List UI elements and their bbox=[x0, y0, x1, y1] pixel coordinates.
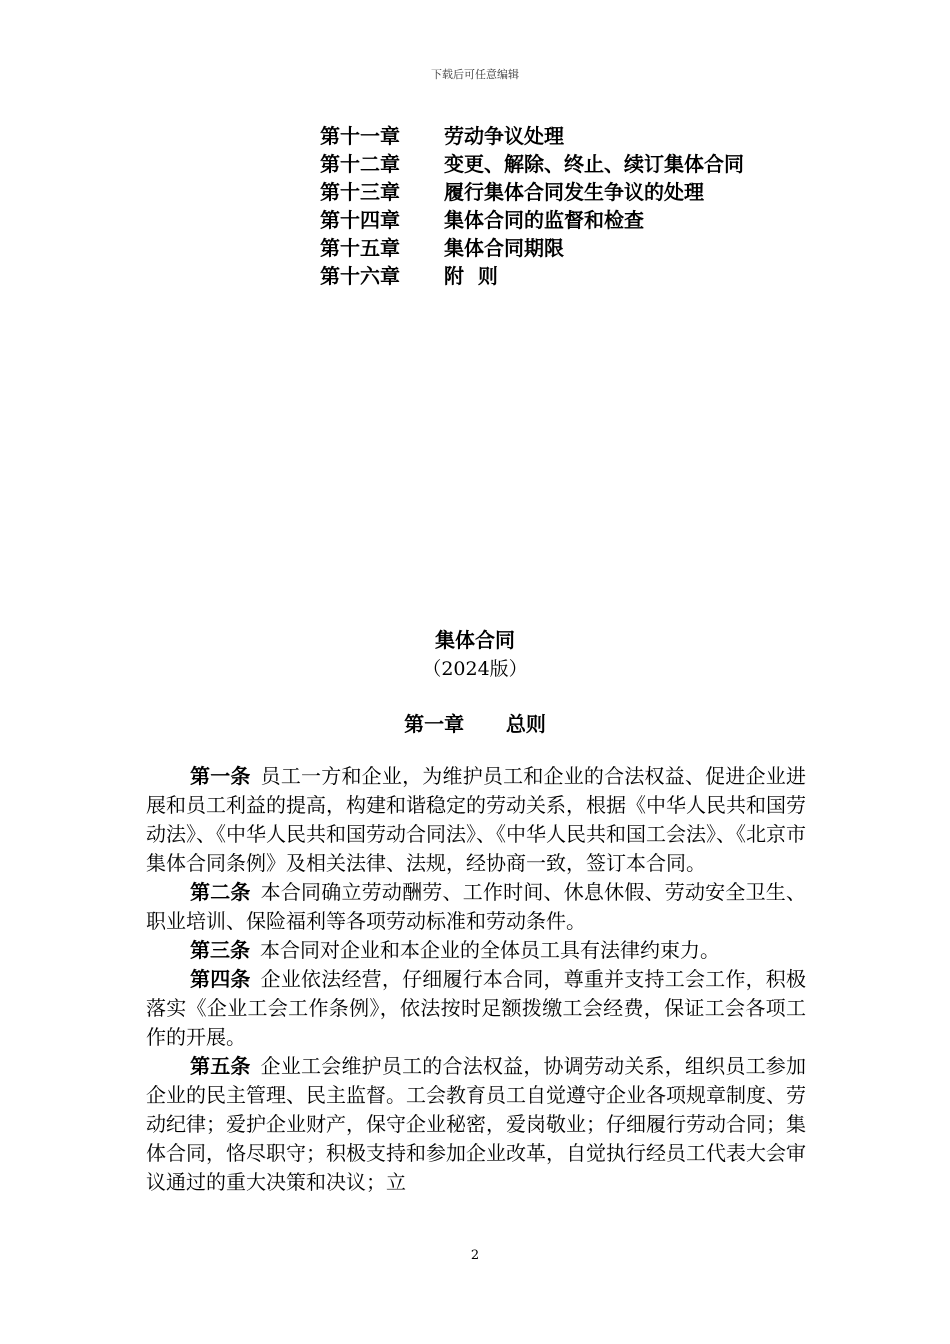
article-label: 第三条 bbox=[190, 938, 250, 962]
article-label: 第五条 bbox=[190, 1054, 251, 1078]
toc-chapter-title: 附 则 bbox=[444, 264, 498, 288]
article-label: 第二条 bbox=[190, 880, 251, 904]
toc-entry bbox=[320, 178, 744, 206]
article-text: 企业工会维护员工的合法权益，协调劳动关系，组织员工参加企业的民主管理、民主监督。工会教育员工自觉遵守企业各项规章制度、劳动纪律；爱护企业财产，保守企业秘密，爱岗敬业；仔细履行劳动合同；集体合同，恪尽职守；积极支持和参加企业改革，自觉执行经员工代表大会审议通过的重大决策和决议；立 bbox=[146, 1054, 807, 1194]
toc-chapter-number: 第十一章 bbox=[320, 124, 400, 148]
toc-chapter-title: 履行集体合同发生争议的处理 bbox=[444, 180, 704, 204]
toc-entry bbox=[320, 122, 744, 150]
article-text: 员工一方和企业，为维护员工和企业的合法权益、促进企业进展和员工利益的提高，构建和谐稳定的劳动关系，根据《中华人民共和国劳动法》、《中华人民共和国劳动合同法》、《中华人民共和国工会法》、《北京市集体合同条例》及相关法律、法规，经协商一致，签订本合同。 bbox=[146, 764, 807, 875]
toc-entry bbox=[320, 262, 744, 290]
document-edition: （2024版） bbox=[422, 658, 528, 680]
toc-entry bbox=[320, 206, 744, 234]
table-of-contents bbox=[320, 122, 744, 290]
toc-chapter-title: 集体合同期限 bbox=[444, 236, 564, 260]
toc-chapter-number: 第十五章 bbox=[320, 236, 400, 260]
article-text: 本合同对企业和本企业的全体员工具有法律约束力。 bbox=[260, 938, 720, 962]
article-paragraph bbox=[146, 936, 806, 965]
article-label: 第四条 bbox=[190, 967, 251, 991]
toc-chapter-title: 集体合同的监督和检查 bbox=[444, 208, 644, 232]
toc-entry bbox=[320, 234, 744, 262]
toc-chapter-title: 劳动争议处理 bbox=[444, 124, 564, 148]
article-text: 本合同确立劳动酬劳、工作时间、休息休假、劳动安全卫生、职业培训、保险福利等各项劳动标准和劳动条件。 bbox=[146, 880, 807, 933]
toc-chapter-number: 第十四章 bbox=[320, 208, 400, 232]
header-note: 下载后可任意编辑 bbox=[431, 68, 519, 81]
article-label: 第一条 bbox=[190, 764, 251, 788]
toc-chapter-title: 变更、解除、终止、续订集体合同 bbox=[444, 152, 744, 176]
toc-entry bbox=[320, 150, 744, 178]
page-number: 2 bbox=[470, 1248, 480, 1263]
document-title: 集体合同 bbox=[435, 628, 515, 652]
article-text: 企业依法经营，仔细履行本合同，尊重并支持工会工作，积极落实《企业工会工作条例》，依法按时足额拨缴工会经费，保证工会各项工作的开展。 bbox=[146, 967, 807, 1049]
article-paragraph bbox=[146, 1052, 806, 1197]
toc-chapter-number: 第十三章 bbox=[320, 180, 400, 204]
document-body bbox=[146, 762, 806, 1197]
article-paragraph bbox=[146, 878, 806, 936]
toc-chapter-number: 第十六章 bbox=[320, 264, 400, 288]
chapter-heading: 第一章 总则 bbox=[404, 712, 546, 736]
article-paragraph bbox=[146, 965, 806, 1052]
article-paragraph bbox=[146, 762, 806, 878]
toc-chapter-number: 第十二章 bbox=[320, 152, 400, 176]
